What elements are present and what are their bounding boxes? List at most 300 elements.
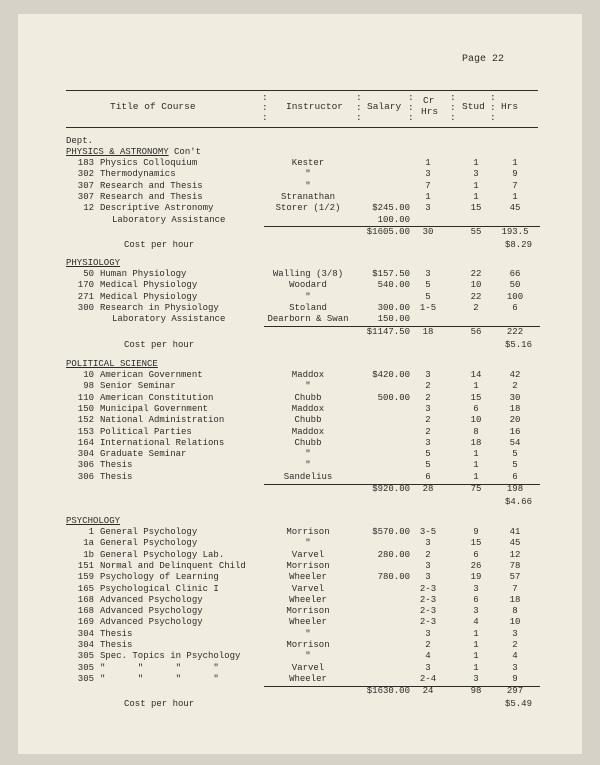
student-count: 18 <box>470 437 482 448</box>
instructor: Wheeler <box>289 572 327 583</box>
section-name: POLITICAL SCIENCE <box>66 359 158 369</box>
student-hours: 9 <box>512 673 518 684</box>
course-number: 304 <box>77 449 94 460</box>
course-number: 306 <box>77 460 94 471</box>
credit-hours: 2 <box>425 381 431 392</box>
student-count: 3 <box>473 583 479 594</box>
course-number: 304 <box>77 628 94 639</box>
student-count: 15 <box>470 203 482 214</box>
dept-label-row <box>0 136 600 147</box>
course-number: 50 <box>83 269 94 279</box>
credit-hours: 2 <box>425 426 431 437</box>
student-count: 3 <box>473 169 479 180</box>
course-title: Thesis <box>100 640 133 650</box>
credit-hours: 3 <box>425 437 431 448</box>
student-count: 1 <box>473 460 479 471</box>
credit-hours: 5 <box>425 291 431 302</box>
student-hours: 12 <box>509 549 521 560</box>
table-row <box>0 269 600 280</box>
student-hours: 5 <box>512 449 518 460</box>
table-row <box>0 415 600 426</box>
course-title: Senior Seminar <box>100 381 176 392</box>
course-title: Research and Thesis <box>100 180 203 191</box>
student-hours: 7 <box>512 583 518 594</box>
course-title: Psychological Clinic I <box>100 583 219 594</box>
table-row <box>0 181 600 192</box>
course-number: 307 <box>77 191 94 202</box>
instructor: Sandelius <box>283 471 333 482</box>
course-number: 302 <box>77 169 94 180</box>
cost-per-hour-label: Cost per hour <box>124 699 195 710</box>
course-title: Normal and Delinquent Child <box>100 560 246 571</box>
student-hours: 8 <box>512 606 518 617</box>
cost-per-hour-row <box>0 340 600 351</box>
salary: 500.00 <box>377 392 410 403</box>
instructor: Varvel <box>291 549 325 560</box>
student-count: 1 <box>473 180 479 191</box>
course-number: 151 <box>77 560 94 571</box>
table-row <box>0 460 600 471</box>
student-count: 1 <box>473 640 479 650</box>
course-title: Laboratory Assistance <box>112 214 226 225</box>
cost-per-hour-label: Cost per hour <box>124 339 195 350</box>
table-row <box>0 370 600 381</box>
student-count: 6 <box>473 403 479 414</box>
course-number: 307 <box>77 180 94 191</box>
student-hours: 18 <box>509 594 521 605</box>
course-title: American Constitution <box>100 392 214 403</box>
course-number: 150 <box>77 403 94 414</box>
student-hours: 78 <box>509 560 521 571</box>
student-hours: 16 <box>509 426 521 437</box>
credit-hours: 2-4 <box>419 673 437 684</box>
student-count: 9 <box>473 527 479 537</box>
instructor: Wheeler <box>289 617 327 628</box>
header-separator: : : : <box>450 92 456 123</box>
credit-hours: 3 <box>425 403 431 414</box>
credit-hours: 3-5 <box>419 527 437 537</box>
course-title: Thesis <box>100 628 133 639</box>
student-count: 3 <box>473 606 479 617</box>
total-hours: 193.5 <box>501 226 529 237</box>
instructor: Varvel <box>291 583 325 594</box>
instructor: Woodard <box>289 280 327 291</box>
credit-hours: 3 <box>425 572 431 583</box>
table-row <box>0 158 600 169</box>
table-row <box>0 572 600 583</box>
page-number: Page 22 <box>462 54 505 65</box>
header-cr: Cr <box>423 95 435 106</box>
student-hours: 18 <box>509 403 521 414</box>
section-name: PHYSICS & ASTRONOMY <box>66 147 169 157</box>
course-title: Thesis <box>100 460 133 471</box>
header-instructor: Instructor <box>286 101 344 112</box>
instructor: Chubb <box>294 437 322 448</box>
course-number: 98 <box>83 381 94 392</box>
credit-hours: 3 <box>425 169 431 180</box>
course-number: 159 <box>77 572 94 583</box>
course-number: 306 <box>77 471 94 482</box>
total-credit-hours: 28 <box>422 484 434 494</box>
course-title: Medical Physiology <box>100 291 198 302</box>
course-title: Advanced Psychology <box>100 606 203 617</box>
total-students: 75 <box>470 484 482 494</box>
total-row <box>0 686 600 697</box>
credit-hours: 3 <box>425 370 431 380</box>
header-separator: : : : <box>490 92 496 123</box>
course-title: Psychology of Learning <box>100 572 219 583</box>
total-hours: 297 <box>506 686 524 697</box>
student-hours: 1 <box>512 158 518 168</box>
table-row <box>0 169 600 180</box>
total-row <box>0 484 600 495</box>
section-heading <box>66 359 158 370</box>
total-salary: $1147.50 <box>366 326 410 337</box>
salary: 300.00 <box>377 302 410 313</box>
cost-per-hour-value: $5.16 <box>504 339 532 350</box>
credit-hours: 2-3 <box>419 606 437 617</box>
table-row <box>0 538 600 549</box>
dept-label: Dept. <box>66 136 94 146</box>
section-name: PSYCHOLOGY <box>66 516 121 526</box>
course-title: Advanced Psychology <box>100 594 203 605</box>
table-row <box>0 550 600 561</box>
credit-hours: 5 <box>425 460 431 471</box>
total-credit-hours: 18 <box>422 326 434 337</box>
salary: 150.00 <box>377 314 410 325</box>
header-separator: : : : <box>356 92 362 123</box>
instructor: Maddox <box>291 403 325 414</box>
course-title: Thermodynamics <box>100 169 176 180</box>
credit-hours: 2-3 <box>419 594 437 605</box>
instructor: " <box>305 538 311 549</box>
credit-hours: 6 <box>425 471 431 482</box>
instructor: Storer (1/2) <box>275 203 341 214</box>
student-count: 14 <box>470 370 482 380</box>
cost-per-hour-value: $4.66 <box>504 497 532 507</box>
salary: $157.50 <box>372 269 410 279</box>
student-count: 1 <box>473 651 479 662</box>
course-title: Advanced Psychology <box>100 617 203 628</box>
credit-hours: 2 <box>425 549 431 560</box>
credit-hours: 2-3 <box>419 583 437 594</box>
student-count: 4 <box>473 617 479 628</box>
header-title-of-course: Title of Course <box>110 101 196 112</box>
table-row <box>0 280 600 291</box>
header-cr-hrs: Hrs <box>421 106 439 117</box>
instructor: Kester <box>291 158 325 168</box>
student-hours: 42 <box>509 370 521 380</box>
instructor: " <box>305 381 311 392</box>
credit-hours: 1-5 <box>419 302 437 313</box>
student-hours: 6 <box>512 471 518 482</box>
salary: $570.00 <box>372 527 410 537</box>
table-row <box>0 438 600 449</box>
salary: $245.00 <box>372 203 410 214</box>
total-students: 56 <box>470 326 482 337</box>
credit-hours: 1 <box>425 158 431 168</box>
cost-per-hour-value: $5.49 <box>504 699 532 710</box>
instructor: " <box>305 628 311 639</box>
student-count: 8 <box>473 426 479 437</box>
instructor: " <box>305 180 311 191</box>
credit-hours: 2-3 <box>419 617 437 628</box>
credit-hours: 2 <box>425 640 431 650</box>
course-number: 110 <box>77 392 94 403</box>
course-title: National Administration <box>100 415 225 426</box>
course-number: 152 <box>77 415 94 426</box>
course-title: Laboratory Assistance <box>112 314 226 325</box>
total-students: 98 <box>470 686 482 697</box>
student-hours: 54 <box>509 437 521 448</box>
course-number: 12 <box>83 203 94 214</box>
section-suffix: Con't <box>168 147 202 157</box>
course-number: 169 <box>77 617 94 628</box>
cost-per-hour-row <box>0 497 600 508</box>
header-separator: : : : <box>262 92 268 123</box>
table-row <box>0 674 600 685</box>
credit-hours: 4 <box>425 651 431 662</box>
table-row <box>0 192 600 203</box>
instructor: Stoland <box>289 302 327 313</box>
student-hours: 45 <box>509 538 521 549</box>
table-row <box>0 292 600 303</box>
student-count: 1 <box>473 662 479 673</box>
credit-hours: 2 <box>425 415 431 426</box>
course-number: 168 <box>77 606 94 617</box>
header-stud: Stud <box>462 101 485 112</box>
credit-hours: 2 <box>425 392 431 403</box>
course-number: 1 <box>88 527 94 537</box>
table-row <box>0 629 600 640</box>
course-title: General Psychology <box>100 538 198 549</box>
student-hours: 66 <box>509 269 521 279</box>
instructor: " <box>305 460 311 471</box>
total-credit-hours: 24 <box>422 686 434 697</box>
table-row <box>0 472 600 483</box>
instructor: Wheeler <box>289 594 327 605</box>
course-number: 183 <box>77 158 94 168</box>
table-row <box>0 640 600 651</box>
credit-hours: 3 <box>425 628 431 639</box>
instructor: Chubb <box>294 392 322 403</box>
table-row <box>0 203 600 214</box>
salary: 540.00 <box>377 280 410 291</box>
course-number: 304 <box>77 640 94 650</box>
student-hours: 3 <box>512 628 518 639</box>
instructor: Wheeler <box>289 673 327 684</box>
total-salary: $920.00 <box>372 484 410 494</box>
student-hours: 9 <box>512 169 518 180</box>
student-hours: 10 <box>509 617 521 628</box>
total-hours: 198 <box>506 484 524 494</box>
table-row <box>0 427 600 438</box>
cost-per-hour-label: Cost per hour <box>124 239 195 250</box>
course-number: 153 <box>77 426 94 437</box>
cost-per-hour-value: $8.29 <box>504 239 532 250</box>
course-title: Descriptive Astronomy <box>100 203 214 214</box>
instructor: Morrison <box>286 606 330 617</box>
header-top-rule <box>66 90 538 91</box>
section-name: PHYSIOLOGY <box>66 258 121 268</box>
course-title: Municipal Government <box>100 403 209 414</box>
instructor: " <box>305 169 311 180</box>
table-row <box>0 527 600 538</box>
student-count: 3 <box>473 673 479 684</box>
instructor: Morrison <box>286 560 330 571</box>
student-count: 1 <box>473 381 479 392</box>
course-number: 1a <box>83 538 94 549</box>
student-count: 6 <box>473 594 479 605</box>
student-count: 2 <box>473 302 479 313</box>
instructor: Maddox <box>291 426 325 437</box>
instructor: Walling (3/8) <box>272 269 344 279</box>
student-hours: 50 <box>509 280 521 291</box>
student-count: 15 <box>470 392 482 403</box>
credit-hours: 5 <box>425 280 431 291</box>
header-salary: Salary <box>367 101 402 112</box>
instructor: Morrison <box>286 640 330 650</box>
course-number: 165 <box>77 583 94 594</box>
student-hours: 1 <box>512 191 518 202</box>
salary: $420.00 <box>372 370 410 380</box>
table-row <box>0 651 600 662</box>
salary: 280.00 <box>377 549 410 560</box>
credit-hours: 3 <box>425 662 431 673</box>
course-title: Spec. Topics in Psychology <box>100 651 241 662</box>
instructor: Maddox <box>291 370 325 380</box>
credit-hours: 3 <box>425 203 431 214</box>
course-title: Political Parties <box>100 426 192 437</box>
table-row <box>0 561 600 572</box>
student-hours: 30 <box>509 392 521 403</box>
credit-hours: 3 <box>425 538 431 549</box>
cost-per-hour-row <box>0 699 600 710</box>
course-title: " " " " <box>100 673 219 684</box>
course-title: Physics Colloquium <box>100 158 198 168</box>
student-hours: 5 <box>512 460 518 471</box>
course-title: " " " " <box>100 662 219 673</box>
credit-hours: 3 <box>425 269 431 279</box>
section-heading-row <box>0 258 600 269</box>
course-number: 168 <box>77 594 94 605</box>
course-title: Graduate Seminar <box>100 449 187 460</box>
student-hours: 41 <box>509 527 521 537</box>
course-number: 1b <box>83 549 94 560</box>
section-heading <box>66 147 201 158</box>
instructor: Dearborn & Swan <box>267 314 349 325</box>
total-row <box>0 227 600 238</box>
instructor: " <box>305 651 311 662</box>
course-number: 300 <box>77 302 94 313</box>
table-row <box>0 215 600 226</box>
student-hours: 57 <box>509 572 521 583</box>
student-count: 15 <box>470 538 482 549</box>
course-number: 164 <box>77 437 94 448</box>
student-count: 1 <box>473 628 479 639</box>
course-number: 305 <box>77 651 94 662</box>
section-heading <box>66 516 120 527</box>
student-count: 22 <box>470 291 482 302</box>
table-row <box>0 606 600 617</box>
course-number: 10 <box>83 370 94 380</box>
section-heading-row <box>0 147 600 158</box>
instructor: Morrison <box>286 527 330 537</box>
course-number: 170 <box>77 280 94 291</box>
student-hours: 100 <box>506 291 524 302</box>
credit-hours: 1 <box>425 191 431 202</box>
instructor: Varvel <box>291 662 325 673</box>
table-row <box>0 617 600 628</box>
student-count: 6 <box>473 549 479 560</box>
student-count: 1 <box>473 158 479 168</box>
student-count: 1 <box>473 191 479 202</box>
table-row <box>0 381 600 392</box>
credit-hours: 7 <box>425 180 431 191</box>
credit-hours: 3 <box>425 560 431 571</box>
salary: 780.00 <box>377 572 410 583</box>
table-row <box>0 449 600 460</box>
course-title: Human Physiology <box>100 269 187 279</box>
table-row <box>0 314 600 325</box>
course-title: Medical Physiology <box>100 280 198 291</box>
section-heading-row <box>0 359 600 370</box>
total-credit-hours: 30 <box>422 226 434 237</box>
course-title: Research and Thesis <box>100 191 203 202</box>
total-hours: 222 <box>506 326 524 337</box>
student-hours: 7 <box>512 180 518 191</box>
student-count: 10 <box>470 280 482 291</box>
course-title: Research in Physiology <box>100 302 219 313</box>
student-hours: 2 <box>512 640 518 650</box>
student-count: 1 <box>473 471 479 482</box>
course-title: Thesis <box>100 471 133 482</box>
course-title: General Psychology Lab. <box>100 549 225 560</box>
student-hours: 45 <box>509 203 521 214</box>
instructor: " <box>305 449 311 460</box>
student-count: 1 <box>473 449 479 460</box>
header-bottom-rule <box>66 127 538 128</box>
student-count: 22 <box>470 269 482 279</box>
section-heading <box>66 258 120 269</box>
total-salary: $1605.00 <box>366 226 410 237</box>
instructor: Stranathan <box>280 191 335 202</box>
table-row <box>0 663 600 674</box>
table-row <box>0 303 600 314</box>
cost-per-hour-row <box>0 240 600 251</box>
course-title: International Relations <box>100 437 225 448</box>
table-row <box>0 584 600 595</box>
course-number: 305 <box>77 673 94 684</box>
table-row <box>0 595 600 606</box>
instructor: Chubb <box>294 415 322 426</box>
student-count: 10 <box>470 415 482 426</box>
student-hours: 3 <box>512 662 518 673</box>
section-heading-row <box>0 516 600 527</box>
student-hours: 6 <box>512 302 518 313</box>
header-separator: : : : <box>408 92 414 123</box>
header-hrs: Hrs <box>501 101 519 112</box>
student-hours: 20 <box>509 415 521 426</box>
student-count: 19 <box>470 572 482 583</box>
total-salary: $1630.00 <box>366 686 410 697</box>
course-number: 271 <box>77 291 94 302</box>
table-row <box>0 393 600 404</box>
salary: 100.00 <box>377 214 410 225</box>
table-row <box>0 404 600 415</box>
instructor: " <box>305 291 311 302</box>
course-number: 305 <box>77 662 94 673</box>
